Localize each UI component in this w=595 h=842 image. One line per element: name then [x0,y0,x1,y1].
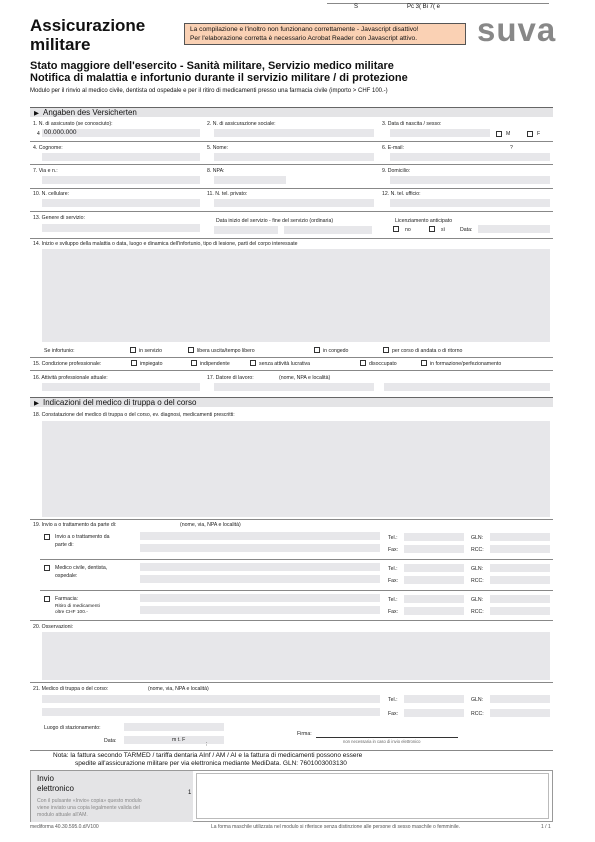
form-code: mediforma 40.30.595.0.d/V100 [30,824,99,830]
referral-hospital-input-2[interactable] [140,544,380,552]
social-insurance-label: 2. N. di assicurazione sociale: [207,121,276,127]
accident-commute-checkbox[interactable] [383,347,389,353]
nota-line1: Nota: la fattura secondo TARMED / tariffa dentaria AInf / AM / AI e la fattura di medicamenti possono essere [53,752,363,759]
findings-textarea[interactable] [42,421,550,517]
email-label: 6. E-mail: [382,145,404,151]
service-dates-label: Data inizio del servizio - fine del servizio (ordinaria) [216,218,334,224]
surname-input[interactable] [42,153,200,161]
top-right-code: Pc 3( Bi 7( e [407,4,441,10]
referral-hospital-checkbox[interactable] [44,534,50,540]
troop-physician-hint: (nome, via, NPA e località) [148,686,209,692]
service-end-input[interactable] [284,226,372,234]
employer-input[interactable] [214,383,374,391]
email-field[interactable] [390,153,550,161]
insured-number-prefix: 4 [37,131,40,137]
discharge-no-checkbox[interactable] [393,226,399,232]
intro-text: Modulo per il rinvio al medico civile, dentista od ospedale e per il ritiro di medicamenti presso una farmacia civile (importo > CHF 100.-) [30,88,388,94]
gender-note: La forma maschile utilizzata nel modulo si riferisce senza distinzione alle persone di sesso maschile o femminile. [211,824,461,830]
pharmacy-gln-label: GLN: [471,597,484,603]
early-discharge-label: Licenziamento anticipato [395,218,453,224]
pharmacy-gln-input[interactable] [490,595,550,603]
javascript-notice [184,23,466,45]
invio-desc-3: modulo attuale all'AM. [37,812,88,818]
referral-doctor-input-1[interactable] [140,563,380,571]
physician-fax-label: Fax: [388,711,399,717]
referral-label: 19. Invio a o trattamento da parte di: [33,522,117,528]
section-insured-title: Angaben des Versicherten [43,108,137,117]
accident-in-service-checkbox[interactable] [130,347,136,353]
referral-doctor-label-1: Medico civile, dentista, [55,565,108,571]
signature-line[interactable] [316,737,458,738]
referral-pharmacy-checkbox[interactable] [44,596,50,602]
insured-number-value: 00.000.000 [44,129,77,136]
professional-status-label: 15. Condizione professionale: [33,361,102,367]
invio-mark: 1 [188,790,192,796]
referral-hospital-input-1[interactable] [140,532,380,540]
invio-title-1: Invio [37,774,54,783]
signature-note: non necessaria in caso di invio elettronico [343,739,421,744]
referral-pharmacy-label: Farmacia: [55,596,79,602]
illness-description-textarea[interactable] [42,249,550,342]
pharmacy-fax-label: Fax: [388,609,399,615]
street-label: 7. Via e n.: [33,168,58,174]
sex-m-label: M [506,131,511,137]
accident-label: Se infortunio: [44,348,75,354]
referral-hospital-label-2: parte di: [55,542,74,548]
section-physician-title: Indicazioni del medico di truppa o del corso [43,398,197,407]
status-training-label: in formazione/perfezionamento [430,361,502,367]
hospital-gln-input[interactable] [490,533,550,541]
hospital-gln-label: GLN: [471,535,484,541]
troop-physician-input-1[interactable] [42,695,380,703]
sex-m-checkbox[interactable] [496,131,502,137]
status-independent-checkbox[interactable] [191,360,197,366]
discharge-yes-label: sì [441,227,446,233]
station-input[interactable] [124,723,224,731]
page-title-line2: militare [30,35,91,54]
signature-label: Firma: [297,731,312,737]
remarks-textarea[interactable] [42,632,550,680]
doctor-rcc-input[interactable] [490,576,550,584]
doctor-gln-label: GLN: [471,566,484,572]
section-physician [30,397,553,407]
date-suffix: m t. F [172,737,186,743]
triangle-right-icon: ▶ [34,400,39,407]
invio-desc-1: Con il pulsante «Invio» copia» questo modulo [37,798,142,804]
subtitle-notification: Notifica di malattia e infortunio durante il servizio militare / di protezione [30,72,408,84]
street-input[interactable] [42,176,200,184]
service-type-label: 13. Genere di servizio: [33,215,85,221]
employer-label: 17. Datore di lavoro: [207,375,254,381]
firstname-label: 5. Nome: [207,145,229,151]
accident-leave-label: in congedo [323,348,349,354]
referral-pharmacy-input-2[interactable] [140,606,380,614]
physician-rcc-label: RCC: [471,711,484,717]
email-mark: ? [510,145,513,151]
accident-commute-label: per corso di andata o di ritorno [392,348,463,354]
discharge-yes-checkbox[interactable] [429,226,435,232]
pharmacy-note-1: Ritiro di medicamenti [55,604,100,609]
status-training-checkbox[interactable] [421,360,427,366]
service-start-input[interactable] [214,226,278,234]
accident-in-service-label: in servizio [139,348,163,354]
illness-description-label: 14. Inizio e sviluppo della malattia o data, luogo e dinamica dell'infortunio, tipo di lesione, parti del corpo interessate [33,241,298,247]
referral-hospital-label-1: Invio a o trattamento da [55,534,110,540]
electronic-submission-box [30,770,553,822]
mobile-input[interactable] [42,199,200,207]
section-insured-data [30,107,553,117]
service-type-input[interactable] [42,224,200,232]
domicile-input[interactable] [390,176,550,184]
referral-doctor-input-2[interactable] [140,575,380,583]
electronic-send-button[interactable] [196,773,549,819]
physician-gln-label: GLN: [471,697,484,703]
findings-label: 18. Constatazione del medico di truppa o del corso, ev. diagnosi, medicamenti prescritti: [33,412,235,418]
current-activity-input[interactable] [42,383,200,391]
status-unemployed-label: disoccupato [369,361,397,367]
mobile-label: 10. N. cellulare: [33,191,70,197]
social-insurance-input[interactable] [214,129,374,137]
referral-doctor-label-2: ospedale: [55,573,78,579]
accident-free-time-checkbox[interactable] [188,347,194,353]
signature-date-label: Data: [104,738,117,744]
hospital-rcc-input[interactable] [490,545,550,553]
discharge-no-label: no [405,227,411,233]
javascript-notice-line1: La compilazione e l'inoltro non funzionano correttamente - Javascript disattivo! [190,26,419,33]
status-unemployed-checkbox[interactable] [360,360,366,366]
npa-input[interactable] [214,176,286,184]
status-independent-label: indipendente [200,361,230,367]
troop-physician-input-2[interactable] [42,708,380,716]
insured-number-label: 1. N. di assicurato (se conosciuto): [33,121,113,127]
status-employee-label: impiegato [140,361,163,367]
employer-location-input[interactable] [384,383,550,391]
surname-label: 4. Cognome: [33,145,63,151]
referral-pharmacy-input-1[interactable] [140,594,380,602]
pharmacy-rcc-label: RCC: [471,609,484,615]
page-number: 1 / 1 [541,824,551,830]
firstname-input[interactable] [214,153,374,161]
troop-physician-label: 21. Medico di truppa o del corso: [33,686,109,692]
physician-gln-input[interactable] [490,695,550,703]
current-activity-label: 16. Attività professionale attuale: [33,375,108,381]
top-left-code: S [354,4,359,10]
suva-logo: suva [477,11,557,48]
birthdate-sex-label: 3. Data di nascita / sesso: [382,121,442,127]
physician-rcc-input[interactable] [490,709,550,717]
employer-hint: (nome, NPA e località) [279,375,331,381]
pharmacy-rcc-input[interactable] [490,607,550,615]
discharge-date-input[interactable] [478,225,550,233]
physician-fax-input[interactable] [404,709,464,717]
pharmacy-fax-input[interactable] [404,607,464,615]
nota-line2: spedite all'assicurazione militare per via elettronica mediante MediData. GLN: 7601003003130 [75,760,347,767]
accident-leave-checkbox[interactable] [314,347,320,353]
hospital-tel-input[interactable] [404,533,464,541]
doctor-fax-input[interactable] [404,576,464,584]
birthdate-input[interactable] [390,129,490,137]
status-no-income-label: senza attività lucrativa [259,361,311,367]
doctor-tel-input[interactable] [404,564,464,572]
hospital-fax-label: Fax: [388,547,399,553]
discharge-date-label: Data: [460,227,473,233]
doctor-gln-input[interactable] [490,564,550,572]
status-no-income-checkbox[interactable] [250,360,256,366]
referral-doctor-checkbox[interactable] [44,565,50,571]
subtitle-service: Stato maggiore dell'esercito - Sanità militare, Servizio medico militare [30,60,394,72]
referral-hint: (nome, via, NPA e località) [180,522,241,528]
sex-f-label: F [537,131,541,137]
doctor-fax-label: Fax: [388,578,399,584]
private-phone-input[interactable] [214,199,374,207]
pharmacy-tel-label: Tel.: [388,597,398,603]
physician-tel-label: Tel.: [388,697,398,703]
status-employee-checkbox[interactable] [131,360,137,366]
invio-title-2: elettronico [37,784,74,793]
hospital-rcc-label: RCC: [471,547,484,553]
doctor-rcc-label: RCC: [471,578,484,584]
pharmacy-note-2: oltre CHF 100.- [55,610,88,615]
javascript-notice-line2: Per l'elaborazione corretta è necessario Acrobat Reader con Javascript attivo. [190,35,418,42]
private-phone-label: 11. N. tel. privato: [207,191,248,197]
invio-desc-2: viene inviato una copia legalmente valida del [37,805,140,811]
page-title-line1: Assicurazione [30,16,146,35]
doctor-tel-label: Tel.: [388,566,398,572]
npa-label: 8. NPA: [207,168,225,174]
hospital-tel-label: Tel.: [388,535,398,541]
accident-free-time-label: libera uscita/tempo libero [197,348,255,354]
hospital-fax-input[interactable] [404,545,464,553]
office-phone-label: 12. N. tel. ufficio: [382,191,421,197]
office-phone-input[interactable] [390,199,550,207]
pharmacy-tel-input[interactable] [404,595,464,603]
date-semicolon: ; [206,741,208,747]
triangle-right-icon: ▶ [34,110,39,117]
sex-f-checkbox[interactable] [527,131,533,137]
domicile-label: 9. Domicilio: [382,168,411,174]
station-label: Luogo di stazionamento: [44,725,101,731]
physician-tel-input[interactable] [404,695,464,703]
remarks-label: 20. Osservazioni: [33,624,74,630]
